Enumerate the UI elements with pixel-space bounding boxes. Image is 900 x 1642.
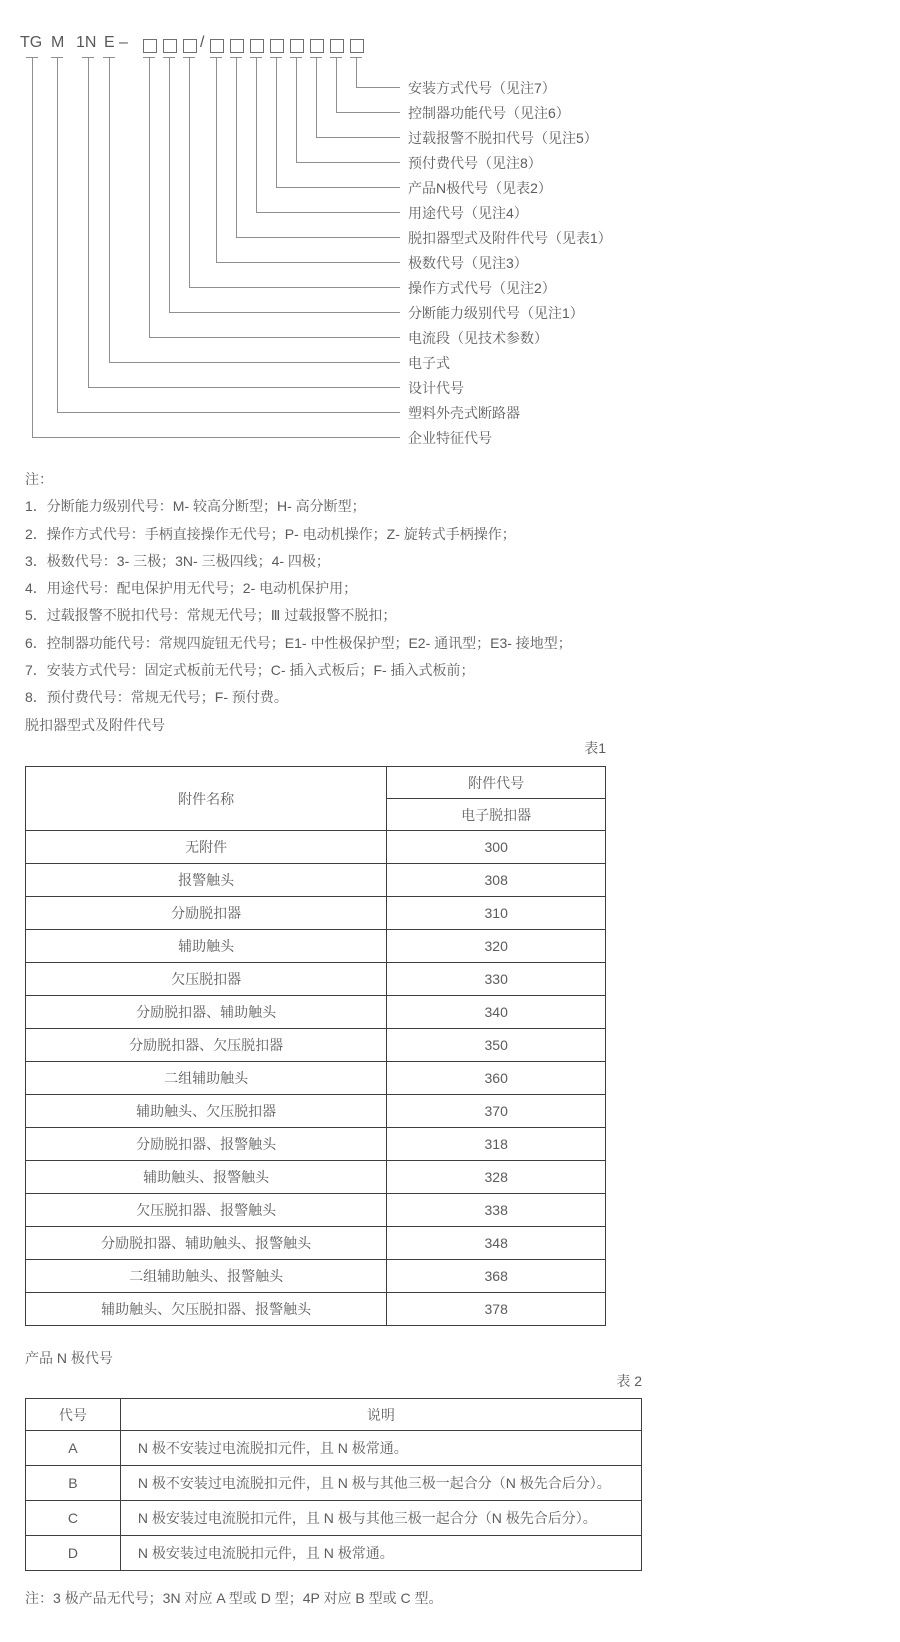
leader-vline xyxy=(316,57,317,137)
table2-col2-header: 说明 xyxy=(120,1399,641,1431)
diagram-label: 设计代号 xyxy=(408,380,464,396)
leader-hline xyxy=(149,337,400,338)
table-row xyxy=(26,1431,642,1466)
leader-hline xyxy=(316,137,400,138)
note-line: 3．极数代号：3- 三极；3N- 三极四线；4- 四极； xyxy=(25,552,330,569)
diagram-label: 产品N极代号（见表2） xyxy=(408,180,552,196)
cell-name: 欠压脱扣器、报警触头 xyxy=(26,1194,387,1227)
model-code-char: E xyxy=(104,34,115,51)
table-row xyxy=(26,1501,642,1536)
model-code-slash: / xyxy=(200,34,205,51)
note-line: 7．安装方式代号：固定式板前无代号；C- 插入式板后；F- 插入式板前； xyxy=(25,662,475,679)
diagram-label: 预付费代号（见注8） xyxy=(408,155,542,171)
cell-name: 二组辅助触头 xyxy=(26,1062,387,1095)
model-code-box xyxy=(350,39,364,53)
diagram-label: 安装方式代号（见注7） xyxy=(408,80,556,96)
cell-name: 分励脱扣器、欠压脱扣器 xyxy=(26,1029,387,1062)
leader-hline xyxy=(296,162,400,163)
cell-code: 350 xyxy=(387,1029,606,1062)
cell-name: 分励脱扣器、辅助触头 xyxy=(26,996,387,1029)
n-pole-code-table xyxy=(25,1398,642,1571)
cell-name: 分励脱扣器、报警触头 xyxy=(26,1128,387,1161)
note-line: 2．操作方式代号：手柄直接操作无代号；P- 电动机操作；Z- 旋转式手柄操作； xyxy=(25,525,516,542)
leader-vline xyxy=(109,57,110,362)
table-row xyxy=(26,963,606,996)
leader-vline xyxy=(88,57,89,387)
leader-vline xyxy=(32,57,33,437)
model-code-box xyxy=(163,39,177,53)
table-row xyxy=(26,1536,642,1571)
diagram-label: 企业特征代号 xyxy=(408,430,492,446)
table-row xyxy=(26,1227,606,1260)
table2-section-title: 产品 N 极代号 xyxy=(25,1350,113,1366)
cell-name: 报警触头 xyxy=(26,864,387,897)
table-row xyxy=(26,864,606,897)
cell-desc: N 极不安装过电流脱扣元件，且 N 极常通。 xyxy=(120,1431,641,1466)
model-code-box xyxy=(230,39,244,53)
cell-code: B xyxy=(26,1466,121,1501)
table-row xyxy=(26,1161,606,1194)
cell-code: D xyxy=(26,1536,121,1571)
diagram-label: 用途代号（见注4） xyxy=(408,205,528,221)
table-row xyxy=(26,1260,606,1293)
cell-name: 辅助触头、报警触头 xyxy=(26,1161,387,1194)
diagram-label: 脱扣器型式及附件代号（见表1） xyxy=(408,230,612,246)
table1-col2-header: 附件代号 xyxy=(387,767,606,799)
cell-code: 368 xyxy=(387,1260,606,1293)
table-row xyxy=(26,1466,642,1501)
table1-col2-subheader: 电子脱扣器 xyxy=(387,799,606,831)
cell-code: 310 xyxy=(387,897,606,930)
leader-vline xyxy=(169,57,170,312)
leader-hline xyxy=(356,87,400,88)
note-line: 8．预付费代号：常规无代号；F- 预付费。 xyxy=(25,689,288,706)
accessory-code-table xyxy=(25,766,606,1326)
model-code-box xyxy=(183,39,197,53)
notes-block xyxy=(25,466,572,712)
cell-code: C xyxy=(26,1501,121,1536)
cell-code: 360 xyxy=(387,1062,606,1095)
model-code-char: M xyxy=(51,34,65,51)
diagram-label: 分断能力级别代号（见注1） xyxy=(408,305,584,321)
cell-code: 328 xyxy=(387,1161,606,1194)
leader-hline xyxy=(336,112,400,113)
diagram-label: 电子式 xyxy=(408,355,450,371)
table-row xyxy=(26,1128,606,1161)
model-code-diagram xyxy=(0,0,900,462)
table1-col1-header: 附件名称 xyxy=(26,767,387,831)
leader-vline xyxy=(276,57,277,187)
cell-code: 300 xyxy=(387,831,606,864)
cell-code: 330 xyxy=(387,963,606,996)
cell-name: 分励脱扣器 xyxy=(26,897,387,930)
model-code-dash: – xyxy=(119,34,128,51)
model-code-box xyxy=(250,39,264,53)
model-code-box xyxy=(330,39,344,53)
leader-hline xyxy=(169,312,400,313)
cell-code: 348 xyxy=(387,1227,606,1260)
leader-hline xyxy=(236,237,400,238)
diagram-label: 过载报警不脱扣代号（见注5） xyxy=(408,130,598,146)
cell-code: 340 xyxy=(387,996,606,1029)
cell-desc: N 极不安装过电流脱扣元件，且 N 极与其他三极一起合分（N 极先合后分）。 xyxy=(120,1466,641,1501)
table1-label: 表1 xyxy=(584,740,606,756)
cell-name: 二组辅助触头、报警触头 xyxy=(26,1260,387,1293)
leader-hline xyxy=(57,412,400,413)
cell-name: 辅助触头、欠压脱扣器、报警触头 xyxy=(26,1293,387,1326)
model-code-box xyxy=(310,39,324,53)
leader-vline xyxy=(256,57,257,212)
model-code-char: 1N xyxy=(76,34,97,51)
model-code-box xyxy=(143,39,157,53)
table2-col1-header: 代号 xyxy=(26,1399,121,1431)
leader-hline xyxy=(109,362,400,363)
cell-name: 欠压脱扣器 xyxy=(26,963,387,996)
cell-code: 338 xyxy=(387,1194,606,1227)
cell-name: 无附件 xyxy=(26,831,387,864)
leader-vline xyxy=(336,57,337,112)
leader-vline xyxy=(189,57,190,287)
table1-section-title: 脱扣器型式及附件代号 xyxy=(25,717,165,733)
model-code-box xyxy=(290,39,304,53)
note-line: 5．过载报警不脱扣代号：常规无代号；Ⅲ 过载报警不脱扣； xyxy=(25,607,397,624)
cell-code: 308 xyxy=(387,864,606,897)
model-code-box xyxy=(210,39,224,53)
leader-vline xyxy=(236,57,237,237)
cell-name: 辅助触头、欠压脱扣器 xyxy=(26,1095,387,1128)
model-code-box xyxy=(270,39,284,53)
cell-name: 分励脱扣器、辅助触头、报警触头 xyxy=(26,1227,387,1260)
cell-code: 320 xyxy=(387,930,606,963)
notes-title: 注： xyxy=(25,471,53,487)
leader-vline xyxy=(296,57,297,162)
cell-desc: N 极安装过电流脱扣元件，且 N 极常通。 xyxy=(120,1536,641,1571)
leader-vline xyxy=(356,57,357,87)
leader-vline xyxy=(57,57,58,412)
leader-hline xyxy=(256,212,400,213)
cell-code: A xyxy=(26,1431,121,1466)
leader-hline xyxy=(88,387,400,388)
table-row xyxy=(26,897,606,930)
table-row xyxy=(26,930,606,963)
note-line: 6．控制器功能代号：常规四旋钮无代号；E1- 中性极保护型；E2- 通讯型；E3- 接地型； xyxy=(25,634,572,651)
table-row xyxy=(26,1029,606,1062)
cell-name: 辅助触头 xyxy=(26,930,387,963)
cell-code: 318 xyxy=(387,1128,606,1161)
note-line: 1．分断能力级别代号：M- 较高分断型；H- 高分断型； xyxy=(25,498,366,515)
table-row xyxy=(26,1293,606,1326)
diagram-label: 极数代号（见注3） xyxy=(408,255,528,271)
table-row xyxy=(26,1095,606,1128)
leader-vline xyxy=(149,57,150,337)
diagram-label: 操作方式代号（见注2） xyxy=(408,280,556,296)
cell-code: 378 xyxy=(387,1293,606,1326)
model-code-char: TG xyxy=(20,34,43,51)
diagram-label: 控制器功能代号（见注6） xyxy=(408,105,570,121)
cell-desc: N 极安装过电流脱扣元件，且 N 极与其他三极一起合分（N 极先合后分）。 xyxy=(120,1501,641,1536)
footer-note: 注：3 极产品无代号；3N 对应 A 型或 D 型；4P 对应 B 型或 C 型。 xyxy=(25,1590,443,1606)
leader-hline xyxy=(32,437,400,438)
table-row xyxy=(26,1062,606,1095)
diagram-label: 塑料外壳式断路器 xyxy=(408,405,520,421)
table-row xyxy=(26,831,606,864)
leader-hline xyxy=(216,262,400,263)
note-line: 4．用途代号：配电保护用无代号；2- 电动机保护用； xyxy=(25,580,358,597)
leader-hline xyxy=(276,187,400,188)
table-row xyxy=(26,996,606,1029)
diagram-label: 电流段（见技术参数） xyxy=(408,330,548,346)
leader-vline xyxy=(216,57,217,262)
table-row xyxy=(26,1194,606,1227)
cell-code: 370 xyxy=(387,1095,606,1128)
table2-label: 表 2 xyxy=(616,1373,642,1389)
leader-hline xyxy=(189,287,400,288)
